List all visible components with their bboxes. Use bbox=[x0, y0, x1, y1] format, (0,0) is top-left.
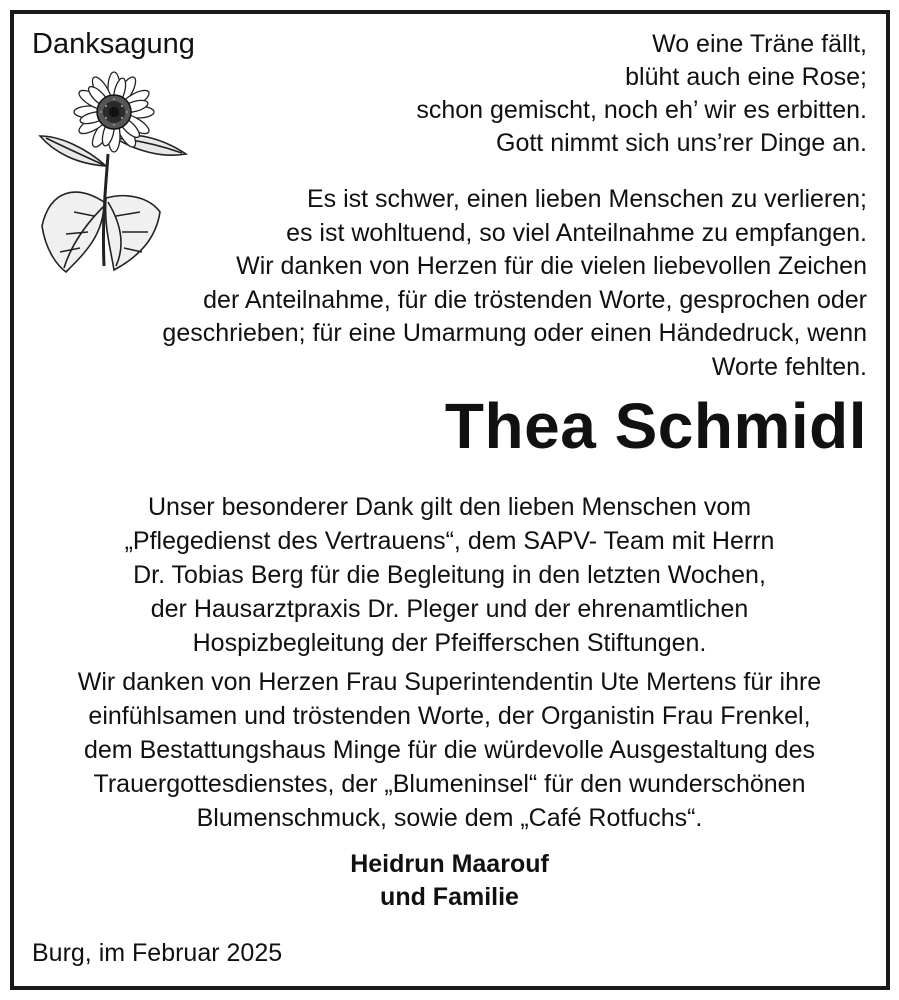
poem bbox=[416, 28, 867, 160]
notice-heading: Danksagung bbox=[32, 28, 195, 60]
poem-line: Gott nimmt sich uns’rer Dinge an. bbox=[496, 129, 867, 157]
paragraph-line: Dr. Tobias Berg für die Begleitung in den letzten Wochen, bbox=[133, 561, 766, 589]
intro-line: es ist wohltuend, so viel Anteilnahme zu empfangen. bbox=[286, 218, 867, 247]
intro-line: geschrieben; für eine Umarmung oder einen Händedruck, wenn bbox=[162, 319, 867, 348]
paragraph-line: „Pflegedienst des Vertrauens“, dem SAPV- Team mit Herrn bbox=[124, 527, 775, 555]
paragraph-line: der Hausarztpraxis Dr. Pleger und der ehrenamtlichen bbox=[150, 595, 749, 623]
intro-line: Wir danken von Herzen für die vielen liebevollen Zeichen bbox=[236, 252, 867, 281]
deceased-name: Thea Schmidl bbox=[444, 390, 867, 462]
signature-name: Heidrun Maarouf bbox=[350, 850, 549, 878]
signature bbox=[0, 848, 899, 914]
thanks-service-paragraph bbox=[0, 665, 899, 835]
paragraph-line: Trauergottesdienstes, der „Blumeninsel“ für den wunderschönen bbox=[93, 770, 806, 798]
thanks-care-paragraph bbox=[0, 490, 899, 660]
paragraph-line: dem Bestattungshaus Minge für die würdevolle Ausgestaltung des bbox=[83, 736, 815, 764]
signature-family: und Familie bbox=[380, 883, 519, 911]
poem-line: blüht auch eine Rose; bbox=[625, 63, 867, 91]
paragraph-line: Wir danken von Herzen Frau Superintendentin Ute Mertens für ihre bbox=[77, 668, 822, 696]
poem-line: Wo eine Träne fällt, bbox=[652, 30, 867, 58]
intro-line: Es ist schwer, einen lieben Menschen zu verlieren; bbox=[306, 185, 867, 213]
paragraph-line: einfühlsamen und tröstenden Worte, der Organistin Frau Frenkel, bbox=[88, 702, 811, 730]
paragraph-line: Unser besonderer Dank gilt den lieben Menschen vom bbox=[147, 493, 752, 521]
place-date: Burg, im Februar 2025 bbox=[32, 939, 283, 967]
poem-line: schon gemischt, noch eh’ wir es erbitten. bbox=[416, 96, 867, 124]
paragraph-line: Hospizbegleitung der Pfeifferschen Stiftungen. bbox=[192, 629, 707, 657]
paragraph-line: Blumenschmuck, sowie dem „Café Rotfuchs“. bbox=[196, 804, 703, 832]
intro-line: der Anteilnahme, für die tröstenden Worte, gesprochen oder bbox=[203, 285, 867, 314]
intro-text bbox=[47, 183, 867, 385]
intro-line: Worte fehlten. bbox=[711, 352, 867, 381]
